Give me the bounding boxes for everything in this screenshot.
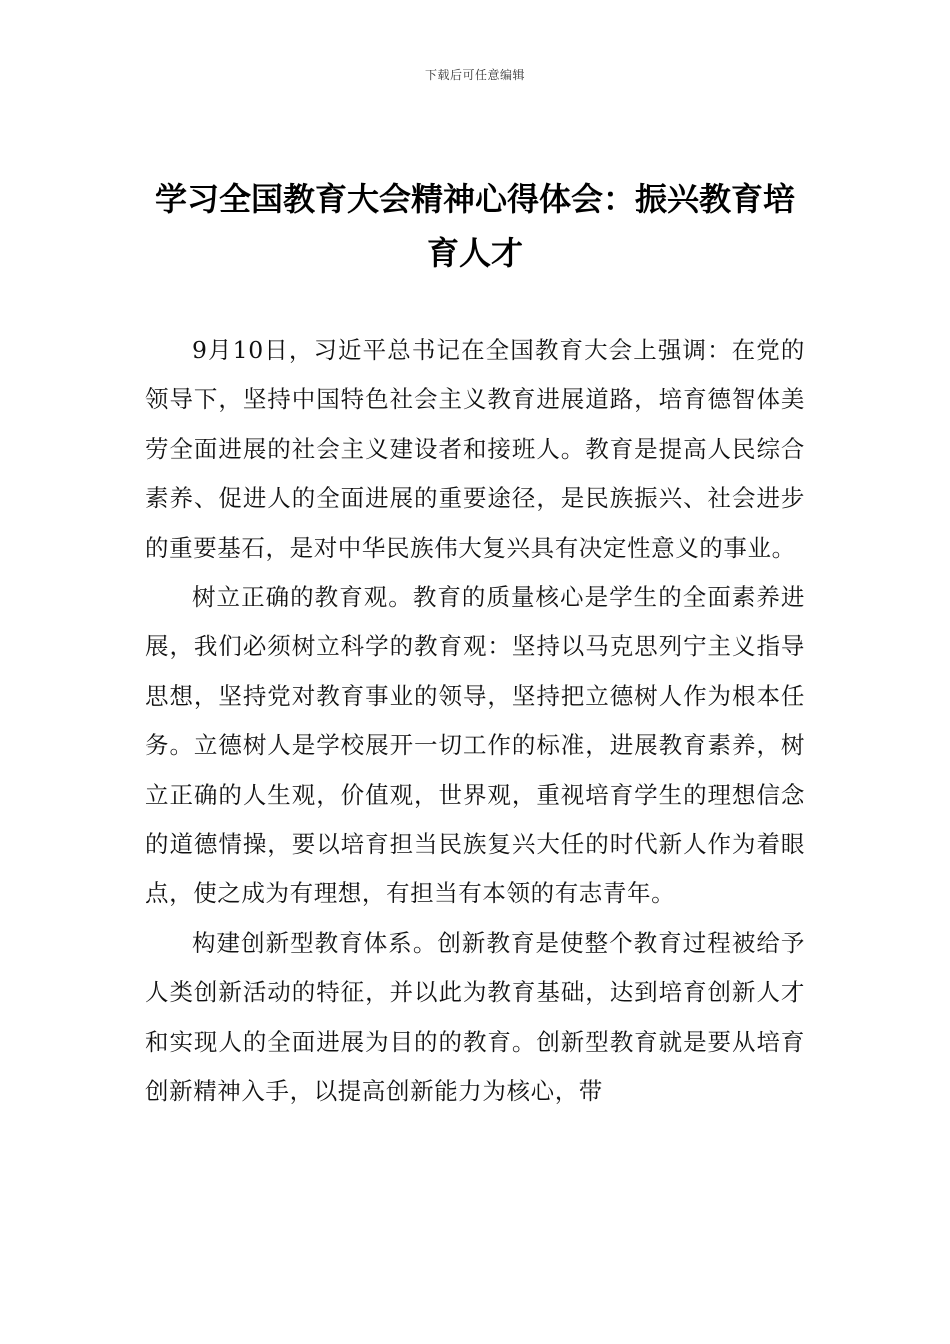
body-paragraph-1: 9月10日，习近平总书记在全国教育大会上强调：在党的领导下，坚持中国特色社会主义教育进展道路，培育德智体美劳全面进展的社会主义建设者和接班人。教育是提高人民综合素养、促进人的全面进展的重要途径，是民族振兴、社会进步的重要基石，是对中华民族伟大复兴具有决定性意义的事业。 — [145, 336, 805, 562]
page-header-note: 下载后可任意编辑 — [424, 68, 525, 82]
body-paragraph-3: 构建创新型教育体系。创新教育是使整个教育过程被给予人类创新活动的特征，并以此为教育基础，达到培育创新人才和实现人的全面进展为目的的教育。创新型教育就是要从培育创新精神入手，以提高创新能力为核心，带 — [145, 928, 805, 1106]
body-paragraph-2: 树立正确的教育观。教育的质量核心是学生的全面素养进展，我们必须树立科学的教育观：坚持以马克思列宁主义指导思想，坚持党对教育事业的领导，坚持把立德树人作为根本任务。立德树人是学校展开一切工作的标准，进展教育素养，树立正确的人生观，价值观，世界观，重视培育学生的理想信念的道德情操，要以培育担当民族复兴大任的时代新人作为着眼点，使之成为有理想，有担当有本领的有志青年。 — [145, 583, 805, 908]
document-title: 学习全国教育大会精神心得体会：振兴教育培育人才 — [154, 180, 795, 272]
document-body — [145, 326, 805, 1117]
